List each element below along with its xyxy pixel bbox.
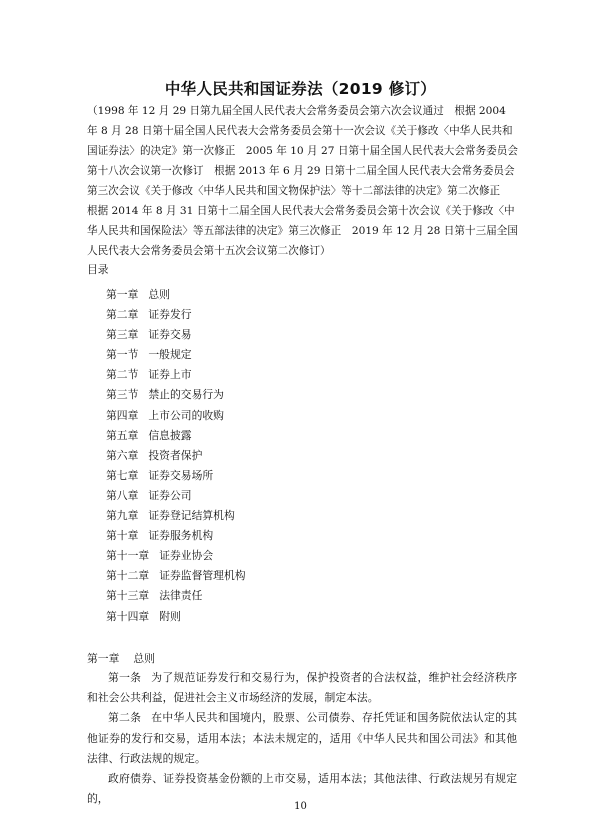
toc-item-number: 第十一章 (106, 549, 150, 563)
toc-item-number: 第五章 (106, 428, 139, 442)
toc-item-label: 证券交易场所 (148, 468, 214, 482)
toc-item (106, 526, 246, 546)
toc-item-number: 第九章 (106, 509, 139, 523)
chapter-number: 第一章 (87, 652, 120, 665)
amendment-history: （1998 年 12 月 29 日第九届全国人民代表大会常务委员会第六次会议通过 根据 2004 年 8 月 28 日第十届全国人民代表大会常务委员会第十一次会议《关于修改〈中华人民共和国证券法〉的决定》第一次修正 2005 年 10 月 27 日第十届全国人民代表大会常务委员会第十八次会议第一次修订 根据 2013 年 6 月 29 日第十二届全国人民代表大会常务委员会第三次会议《关于修改〈中华人民共和国文物保护法〉等十二部法律的决定》第二次修正 根据 2014 年 8 月 31 日第十二届全国人民代表大会常务委员会第十次会议《关于修改〈中华人民共和国保险法〉等五部法律的决定》第三次修正 2019 年 12 月 28 日第十三届全国人民代表大会常务委员会第十五次会议第二次修订） (87, 105, 518, 257)
toc-item-number: 第十四章 (106, 609, 150, 623)
toc-item-number: 第二章 (106, 308, 139, 322)
toc-item (106, 446, 246, 466)
toc-item (106, 466, 246, 486)
article-text: 为了规范证券发行和交易行为，保护投资者的合法权益，维护社会经济秩序和社会公共利益，促进社会主义市场经济的发展，制定本法。 (87, 671, 518, 705)
toc-item (106, 305, 246, 325)
toc-item (106, 586, 246, 606)
toc-item-label: 上市公司的收购 (148, 408, 224, 422)
toc-item-label: 附则 (159, 609, 181, 623)
toc-item (106, 426, 246, 446)
toc-item (106, 546, 246, 566)
chapter-title: 总则 (133, 652, 155, 665)
toc-item (106, 406, 246, 426)
toc-item (106, 607, 246, 627)
toc-item-label: 证券发行 (148, 308, 192, 322)
article-2-paragraph: 政府债券、证券投资基金份额的上市交易，适用本法；其他法律、行政法规另有规定的， (87, 772, 517, 806)
toc-item-label: 证券交易 (148, 328, 192, 342)
article-text: 在中华人民共和国境内，股票、公司债券、存托凭证和国务院依法认定的其他证券的发行和交易，适用本法；本法未规定的，适用《中华人民共和国公司法》和其他法律、行政法规的规定。 (87, 711, 518, 765)
toc-item-number: 第七章 (106, 468, 139, 482)
toc-item-number: 第十三章 (106, 589, 150, 603)
article-1 (87, 668, 517, 708)
toc-item-label: 禁止的交易行为 (148, 388, 224, 402)
toc-item (106, 385, 246, 405)
toc-item (106, 325, 246, 345)
toc-item-number: 第十章 (106, 529, 139, 543)
toc-item-label: 法律责任 (159, 589, 203, 603)
article-2 (87, 708, 517, 769)
article-label: 第一条 (108, 671, 142, 684)
toc-item-label: 信息披露 (148, 428, 192, 442)
article-label: 第二条 (108, 711, 142, 725)
toc-item-label: 证券登记结算机构 (148, 509, 235, 523)
toc-item-number: 第十二章 (106, 569, 150, 583)
toc-item-label: 证券监督管理机构 (159, 569, 246, 583)
toc-heading: 目录 (87, 263, 109, 276)
toc-item (106, 345, 246, 365)
toc-item (106, 365, 246, 385)
page-number: 10 (294, 801, 307, 812)
toc-item-label: 投资者保护 (148, 448, 203, 462)
toc-item-label: 总则 (148, 288, 170, 301)
toc-item (106, 506, 246, 526)
chapter-heading (87, 651, 155, 666)
toc-item-number: 第八章 (106, 488, 139, 502)
table-of-contents (106, 285, 246, 627)
toc-item-label: 证券上市 (148, 368, 192, 382)
toc-item-label: 一般规定 (148, 348, 192, 362)
toc-item-label: 证券服务机构 (148, 529, 214, 543)
toc-item-label: 证券公司 (148, 488, 192, 502)
toc-item (106, 486, 246, 506)
toc-item-number: 第三节 (106, 388, 139, 402)
toc-item-number: 第一章 (106, 288, 139, 301)
toc-item-number: 第三章 (106, 328, 139, 342)
chapter-body (87, 668, 517, 809)
toc-item-number: 第二节 (106, 368, 139, 382)
toc-item-number: 第一节 (106, 348, 139, 362)
toc-item (106, 285, 246, 305)
toc-item-label: 证券业协会 (159, 549, 214, 563)
toc-item (106, 566, 246, 586)
document-title: 中华人民共和国证券法（2019 修订） (164, 80, 437, 98)
toc-item-number: 第六章 (106, 448, 139, 462)
toc-item-number: 第四章 (106, 408, 139, 422)
